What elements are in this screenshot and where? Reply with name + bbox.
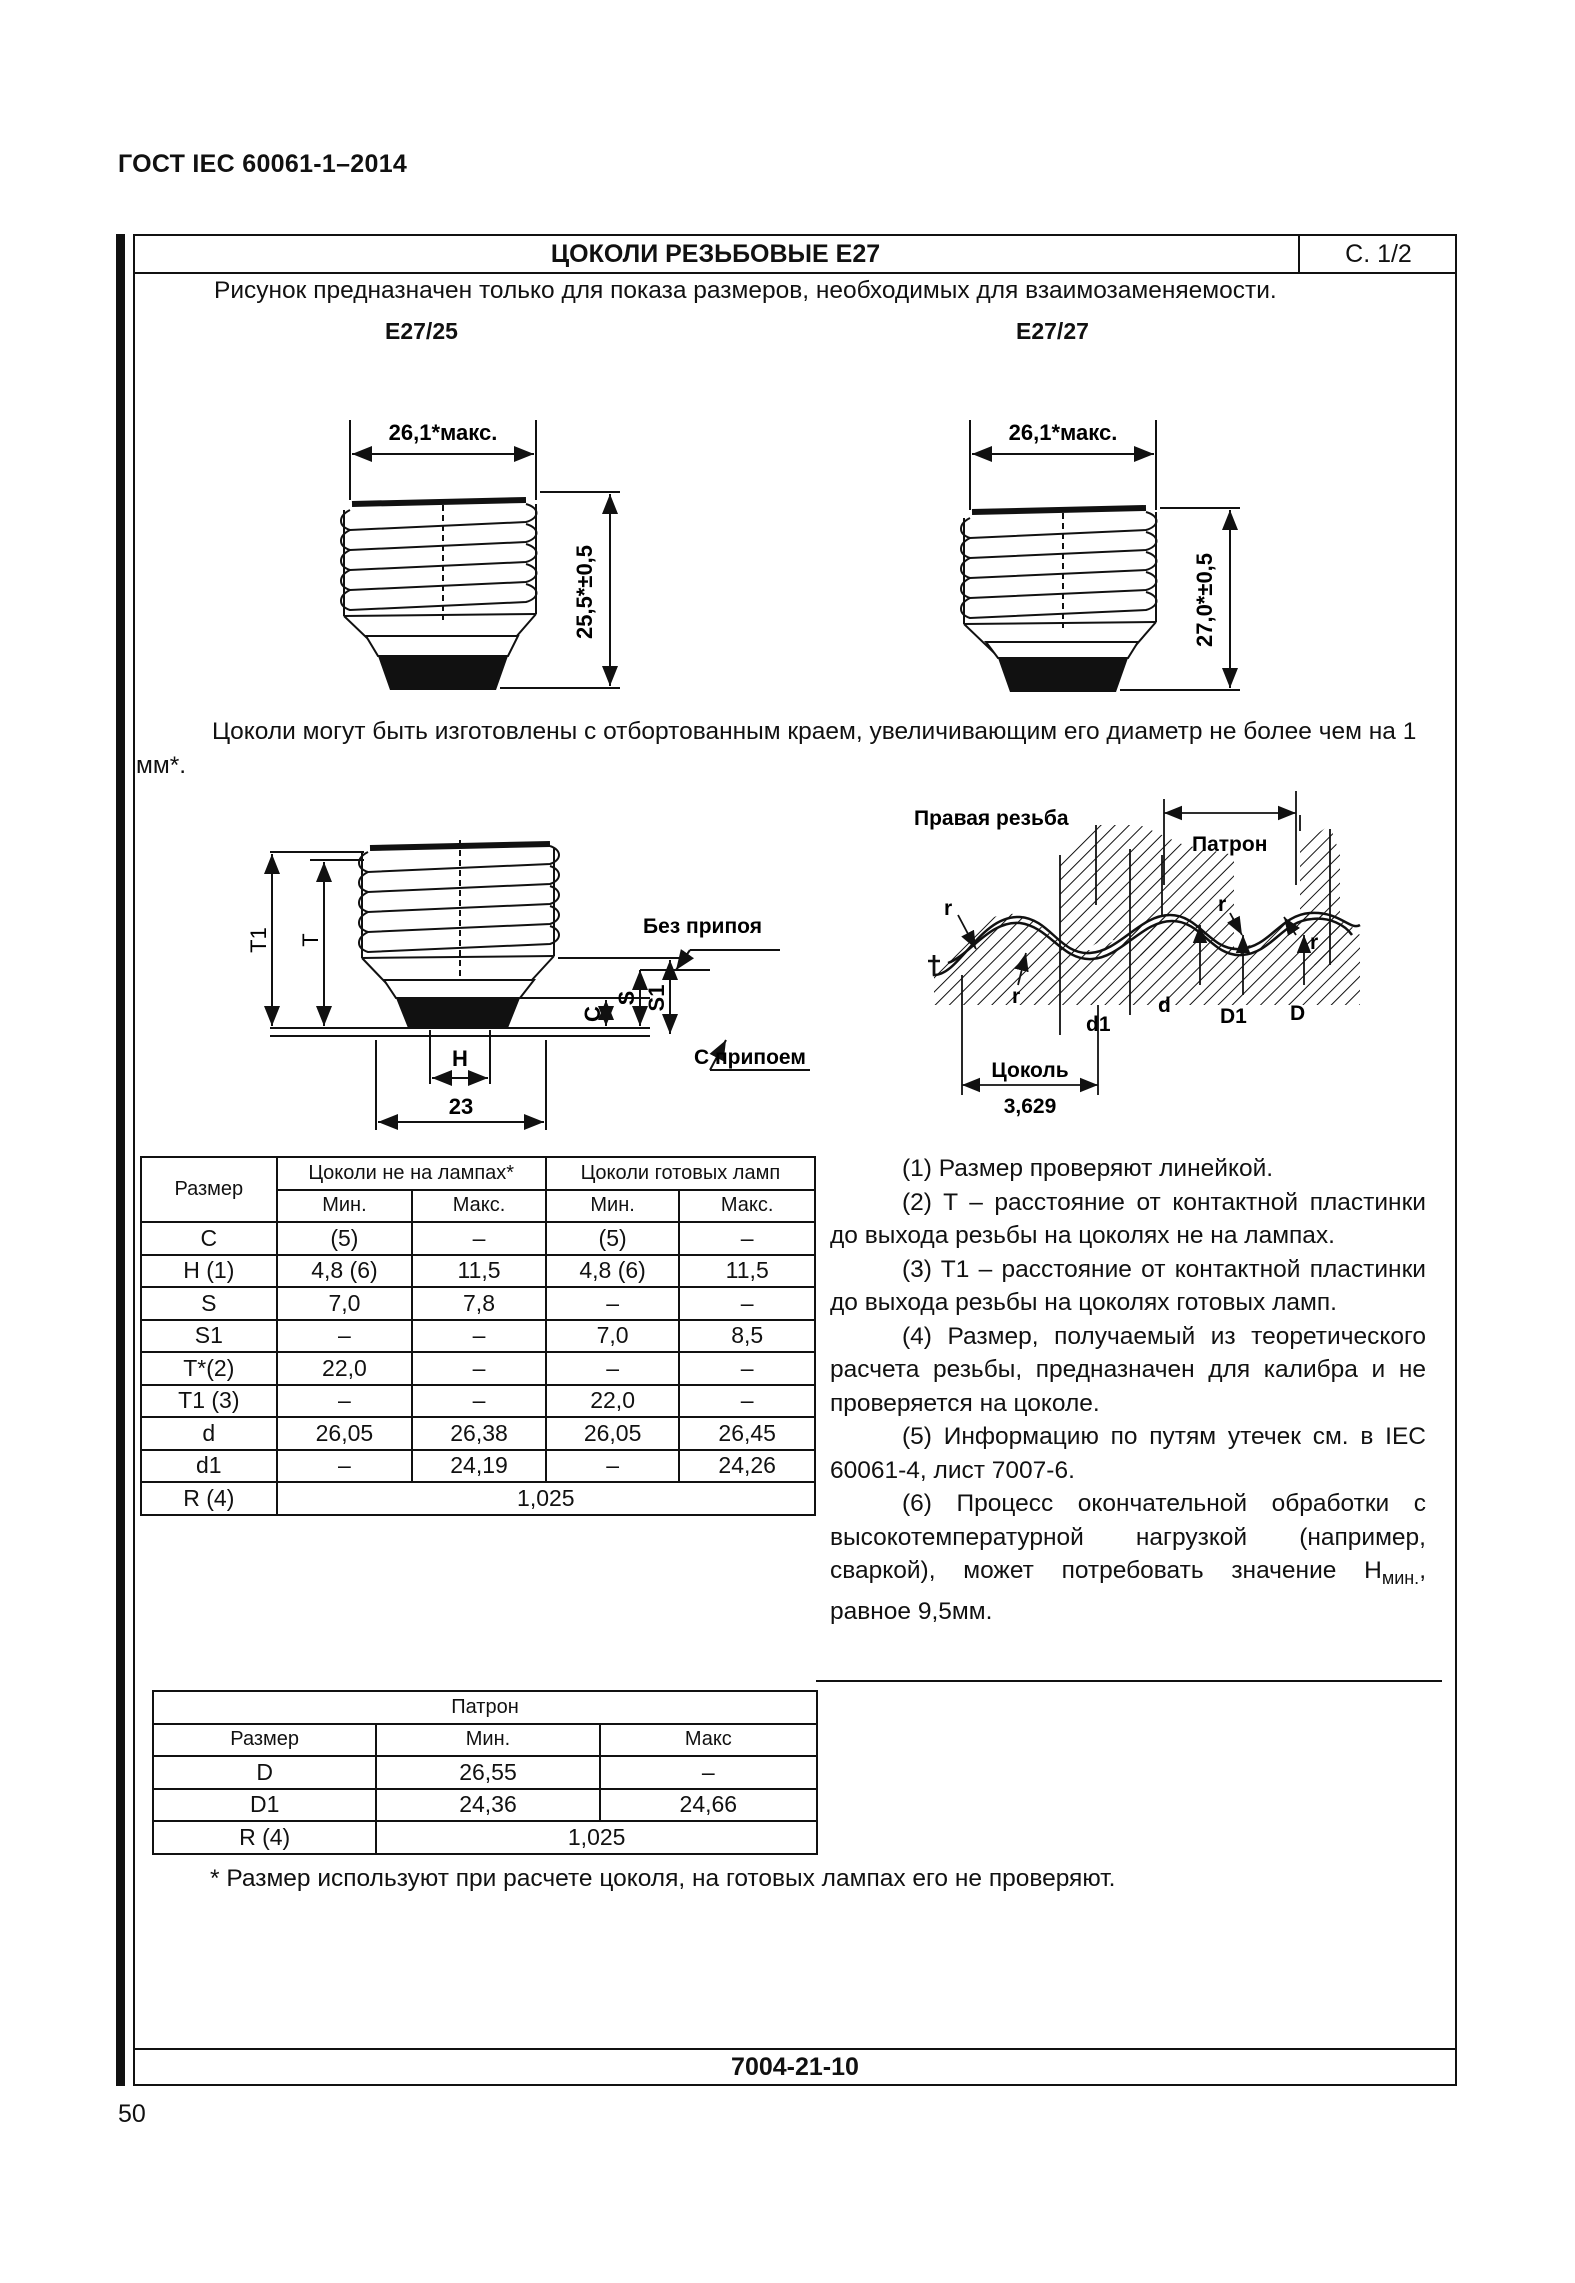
socket-dimensions-table: [152, 1690, 818, 1855]
table-cell: H (1): [141, 1255, 277, 1288]
cap-table-group2-header: Цоколи готовых ламп: [546, 1157, 815, 1190]
document-header: ГОСТ IEC 60061-1–2014: [118, 150, 408, 178]
table-cell: –: [277, 1320, 413, 1353]
table-cell: C: [141, 1222, 277, 1255]
note-6-subscript: мин.: [1381, 1567, 1420, 1588]
table-cell: 24,19: [412, 1450, 546, 1483]
table-cell: 26,05: [277, 1417, 413, 1450]
thread-r-label-3: r: [1218, 893, 1227, 916]
table-cell: 24,26: [679, 1450, 815, 1483]
table-cell: 26,05: [546, 1417, 680, 1450]
cap-table-size-header: Размер: [141, 1157, 277, 1222]
notes: [830, 1152, 1426, 1629]
socket-table-title: Патрон: [153, 1691, 817, 1724]
socket-table-min-header: Мин.: [376, 1724, 599, 1757]
e27-27-height-label: 27,0*±0,5: [1192, 552, 1217, 648]
table-row: [153, 1756, 817, 1789]
cap-label: Цоколь: [991, 1059, 1069, 1082]
e27-25-height-label: 25,5*±0,5: [572, 544, 597, 640]
table-cell: 24,36: [376, 1789, 599, 1822]
socket-table-size-header: Размер: [153, 1724, 376, 1757]
thread-r-label-2: r: [1012, 985, 1021, 1008]
table-cell: –: [546, 1287, 680, 1320]
table-cell: T*(2): [141, 1352, 277, 1385]
e27-27-width-label: 26,1*макс.: [1008, 420, 1118, 445]
table-cell: d: [141, 1417, 277, 1450]
table-cell: –: [600, 1756, 817, 1789]
cap-table-min-header: Мин.: [277, 1190, 413, 1223]
cap-table-max-header: Макс.: [679, 1190, 815, 1223]
table-row: [141, 1417, 815, 1450]
table-cell: R (4): [141, 1482, 277, 1515]
note-2: (2) T – расстояние от контактной пластинки до выхода резьбы на цоколях не на лампах.: [830, 1188, 1426, 1249]
table-cell: 7,0: [277, 1287, 413, 1320]
socket-table-max-header: Макс: [600, 1724, 817, 1757]
table-cell: D1: [153, 1789, 376, 1822]
cap-table-min-header: Мин.: [546, 1190, 680, 1223]
table-row: [153, 1789, 817, 1822]
note-4: (4) Размер, получаемый из теоретического расчета резьбы, предназначен для калибра и не проверяется на цоколе.: [830, 1322, 1426, 1417]
table-cell: (5): [546, 1222, 680, 1255]
table-cell: 11,5: [412, 1255, 546, 1288]
table-cell: 26,55: [376, 1756, 599, 1789]
table-cell: 4,8 (6): [546, 1255, 680, 1288]
table-row: [141, 1450, 815, 1483]
thread-D-label: D: [1290, 1002, 1306, 1025]
note-6-end: , равное 9,5мм.: [830, 1557, 1426, 1626]
table-row: [141, 1482, 815, 1515]
table-row: [141, 1287, 815, 1320]
table-cell: –: [412, 1352, 546, 1385]
notes-rule: [816, 1680, 1442, 1682]
intro-text: Рисунок предназначен только для показа размеров, необходимых для взаимозаменяемости.: [214, 277, 1277, 304]
note-5: (5) Информацию по путям утечек см. в IEC 60061-4, лист 7007-6.: [830, 1423, 1426, 1484]
base-h-label: H: [452, 1046, 468, 1071]
e27-25-width-label: 26,1*макс.: [388, 420, 498, 445]
thread-r-label-4: r: [1310, 931, 1319, 954]
thread-D1-label: D1: [1220, 1005, 1247, 1028]
table-cell: 26,45: [679, 1417, 815, 1450]
table-cell: S1: [141, 1320, 277, 1353]
page-number: 50: [118, 2100, 146, 2128]
thread-d1-label: d1: [1086, 1013, 1111, 1036]
base-t1-label: T1: [246, 927, 271, 953]
base-width-label: 23: [448, 1094, 474, 1119]
table-cell: S: [141, 1287, 277, 1320]
flared-edge-paragraph: Цоколи могут быть изготовлены с отбортованным краем, увеличивающим его диаметр не более чем на 1 мм*.: [136, 718, 1417, 779]
table-cell: –: [546, 1352, 680, 1385]
table-row: [141, 1385, 815, 1418]
figure-label-e27-25: E27/25: [385, 318, 458, 344]
socket-label: Патрон: [1192, 833, 1268, 856]
thread-d-label: d: [1158, 994, 1171, 1017]
table-cell: 22,0: [546, 1385, 680, 1418]
table-cell: 26,38: [412, 1417, 546, 1450]
note-3: (3) T1 – расстояние от контактной пластинки до выхода резьбы на цоколях готовых ламп.: [830, 1255, 1426, 1316]
table-cell: –: [412, 1385, 546, 1418]
figure-label-e27-27: E27/27: [1016, 318, 1089, 344]
table-cell: 22,0: [277, 1352, 413, 1385]
table-row: [141, 1222, 815, 1255]
cap-dimensions-table: [140, 1156, 816, 1516]
figure-thread-profile: [900, 785, 1400, 1135]
base-s1-label: S1: [644, 984, 669, 1012]
table-cell: R (4): [153, 1821, 376, 1854]
table-row: [141, 1255, 815, 1288]
frame-bar: [116, 234, 125, 2086]
table-row: [153, 1821, 817, 1854]
table-cell: –: [679, 1385, 815, 1418]
sheet-code: 7004-21-10: [731, 2053, 859, 2081]
pitch-label: 3,629: [1003, 1095, 1057, 1118]
right-thread-label: Правая резьба: [914, 807, 1069, 830]
table-cell: –: [277, 1450, 413, 1483]
table-cell: –: [679, 1222, 815, 1255]
table-cell: –: [412, 1222, 546, 1255]
base-t-label: T: [298, 933, 323, 947]
with-solder-label: С припоем: [694, 1046, 806, 1069]
table-cell: –: [412, 1320, 546, 1353]
table-row: [141, 1320, 815, 1353]
table-row: [141, 1352, 815, 1385]
table-cell: 7,8: [412, 1287, 546, 1320]
note-1: (1) Размер проверяют линейкой.: [902, 1155, 1274, 1182]
figure-base-dimensions: [246, 830, 850, 1140]
footnote: * Размер используют при расчете цоколя, на готовых лампах его не проверяют.: [210, 1865, 1116, 1892]
table-cell: 11,5: [679, 1255, 815, 1288]
table-cell: D: [153, 1756, 376, 1789]
table-cell: d1: [141, 1450, 277, 1483]
base-s-label: S: [614, 990, 639, 1006]
cap-table-max-header: Макс.: [412, 1190, 546, 1223]
table-cell: 4,8 (6): [277, 1255, 413, 1288]
table-cell: 1,025: [277, 1482, 815, 1515]
figure-e27-25: [330, 400, 650, 700]
table-cell: –: [546, 1450, 680, 1483]
table-cell: 7,0: [546, 1320, 680, 1353]
table-cell: (5): [277, 1222, 413, 1255]
table-cell: T1 (3): [141, 1385, 277, 1418]
table-cell: 24,66: [600, 1789, 817, 1822]
table-cell: –: [277, 1385, 413, 1418]
figure-e27-27: [950, 400, 1270, 700]
note-6: [830, 1487, 1426, 1629]
sheet-title: ЦОКОЛИ РЕЗЬБОВЫЕ Е27: [550, 240, 881, 268]
table-cell: –: [679, 1352, 815, 1385]
cap-table-group1-header: Цоколи не на лампах*: [277, 1157, 546, 1190]
table-cell: 1,025: [376, 1821, 817, 1854]
thread-r-label-1: r: [944, 897, 953, 920]
sheet-number: С. 1/2: [1345, 240, 1412, 268]
note-6-text: (6) Процесс окончательной обработки с высокотемпературной нагрузкой (например, сваркой), может потребовать значение H: [830, 1490, 1426, 1584]
base-c-label: C: [580, 1006, 605, 1022]
table-cell: –: [679, 1287, 815, 1320]
no-solder-label: Без припоя: [643, 915, 762, 938]
table-cell: 8,5: [679, 1320, 815, 1353]
